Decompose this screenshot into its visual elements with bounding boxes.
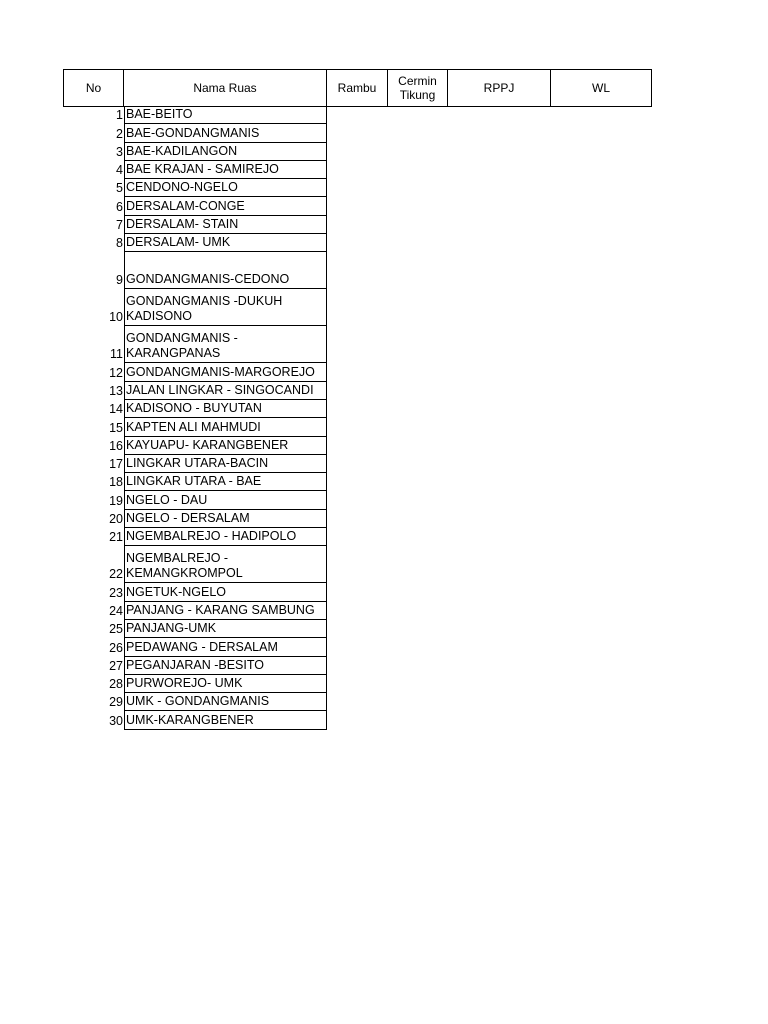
table-row xyxy=(63,289,327,326)
road-name: NGELO - DAU xyxy=(124,491,327,509)
table-row xyxy=(63,711,327,729)
road-name: NGEMBALREJO - HADIPOLO xyxy=(124,528,327,546)
table-row xyxy=(63,400,327,418)
road-name: BAE KRAJAN - SAMIREJO xyxy=(124,161,327,179)
road-name: GONDANGMANIS-MARGOREJO xyxy=(124,363,327,381)
row-number: 18 xyxy=(109,475,123,490)
row-number: 5 xyxy=(116,181,123,196)
table-row xyxy=(63,528,327,546)
table-row xyxy=(63,602,327,620)
header-no: No xyxy=(63,69,124,107)
row-number: 26 xyxy=(109,640,123,655)
table-header xyxy=(63,69,652,107)
road-name: NGELO - DERSALAM xyxy=(124,510,327,528)
row-number: 4 xyxy=(116,163,123,178)
road-name: UMK - GONDANGMANIS xyxy=(124,693,327,711)
row-number: 13 xyxy=(109,383,123,398)
row-number: 7 xyxy=(116,218,123,233)
road-name: GONDANGMANIS - KARANGPANAS xyxy=(124,326,327,363)
row-number: 29 xyxy=(109,695,123,710)
road-name: NGEMBALREJO - KEMANGKROMPOL xyxy=(124,546,327,583)
row-number: 23 xyxy=(109,585,123,600)
road-name: DERSALAM- STAIN xyxy=(124,216,327,234)
table-body xyxy=(63,106,327,730)
table-row xyxy=(63,491,327,509)
table-row xyxy=(63,124,327,142)
row-number: 1 xyxy=(116,108,123,123)
road-name: NGETUK-NGELO xyxy=(124,583,327,601)
road-name: GONDANGMANIS -DUKUH KADISONO xyxy=(124,289,327,326)
table-row xyxy=(63,161,327,179)
row-number: 10 xyxy=(109,310,123,325)
road-name: LINGKAR UTARA-BACIN xyxy=(124,455,327,473)
table-row xyxy=(63,510,327,528)
road-name: BAE-BEITO xyxy=(124,106,327,124)
table-row xyxy=(63,418,327,436)
table-row xyxy=(63,143,327,161)
row-number: 8 xyxy=(116,236,123,251)
table-row xyxy=(63,473,327,491)
table-row xyxy=(63,382,327,400)
table-row xyxy=(63,216,327,234)
row-number: 2 xyxy=(116,126,123,141)
table-row xyxy=(63,363,327,381)
road-name: DERSALAM- UMK xyxy=(124,234,327,252)
table-row xyxy=(63,437,327,455)
row-number: 14 xyxy=(109,402,123,417)
row-number: 9 xyxy=(116,273,123,288)
table-row xyxy=(63,675,327,693)
row-number: 12 xyxy=(109,365,123,380)
table-row xyxy=(63,583,327,601)
header-wl: WL xyxy=(551,69,652,107)
row-number: 16 xyxy=(109,438,123,453)
header-nama-ruas: Nama Ruas xyxy=(124,69,327,107)
table-row xyxy=(63,326,327,363)
row-number: 25 xyxy=(109,622,123,637)
road-name: KADISONO - BUYUTAN xyxy=(124,400,327,418)
road-name: DERSALAM-CONGE xyxy=(124,197,327,215)
row-number: 27 xyxy=(109,658,123,673)
row-number: 24 xyxy=(109,603,123,618)
table-row xyxy=(63,106,327,124)
road-name: CENDONO-NGELO xyxy=(124,179,327,197)
row-number: 22 xyxy=(109,567,123,582)
table-row xyxy=(63,620,327,638)
row-number: 6 xyxy=(116,199,123,214)
road-name: GONDANGMANIS-CEDONO xyxy=(124,252,327,289)
road-name: LINGKAR UTARA - BAE xyxy=(124,473,327,491)
header-rppj: RPPJ xyxy=(448,69,551,107)
table-row xyxy=(63,179,327,197)
row-number: 21 xyxy=(109,530,123,545)
row-number: 30 xyxy=(109,713,123,728)
road-name: UMK-KARANGBENER xyxy=(124,711,327,729)
road-name: PANJANG - KARANG SAMBUNG xyxy=(124,602,327,620)
row-number: 19 xyxy=(109,493,123,508)
road-name: BAE-GONDANGMANIS xyxy=(124,124,327,142)
road-name: JALAN LINGKAR - SINGOCANDI xyxy=(124,382,327,400)
table-row xyxy=(63,693,327,711)
table-row xyxy=(63,252,327,289)
row-number: 17 xyxy=(109,457,123,472)
road-name: PURWOREJO- UMK xyxy=(124,675,327,693)
header-cermin-tikung: Cermin Tikung xyxy=(388,69,448,107)
table-row xyxy=(63,546,327,583)
road-name: BAE-KADILANGON xyxy=(124,143,327,161)
row-number: 11 xyxy=(110,347,123,362)
header-rambu: Rambu xyxy=(327,69,388,107)
table-row xyxy=(63,234,327,252)
row-number: 15 xyxy=(109,420,123,435)
road-name: PANJANG-UMK xyxy=(124,620,327,638)
table-row xyxy=(63,197,327,215)
row-number: 28 xyxy=(109,677,123,692)
road-name: KAPTEN ALI MAHMUDI xyxy=(124,418,327,436)
row-number: 3 xyxy=(116,144,123,159)
road-name: KAYUAPU- KARANGBENER xyxy=(124,437,327,455)
road-name: PEDAWANG - DERSALAM xyxy=(124,638,327,656)
table-row xyxy=(63,638,327,656)
table-row xyxy=(63,657,327,675)
row-number: 20 xyxy=(109,512,123,527)
road-name: PEGANJARAN -BESITO xyxy=(124,657,327,675)
table-row xyxy=(63,455,327,473)
